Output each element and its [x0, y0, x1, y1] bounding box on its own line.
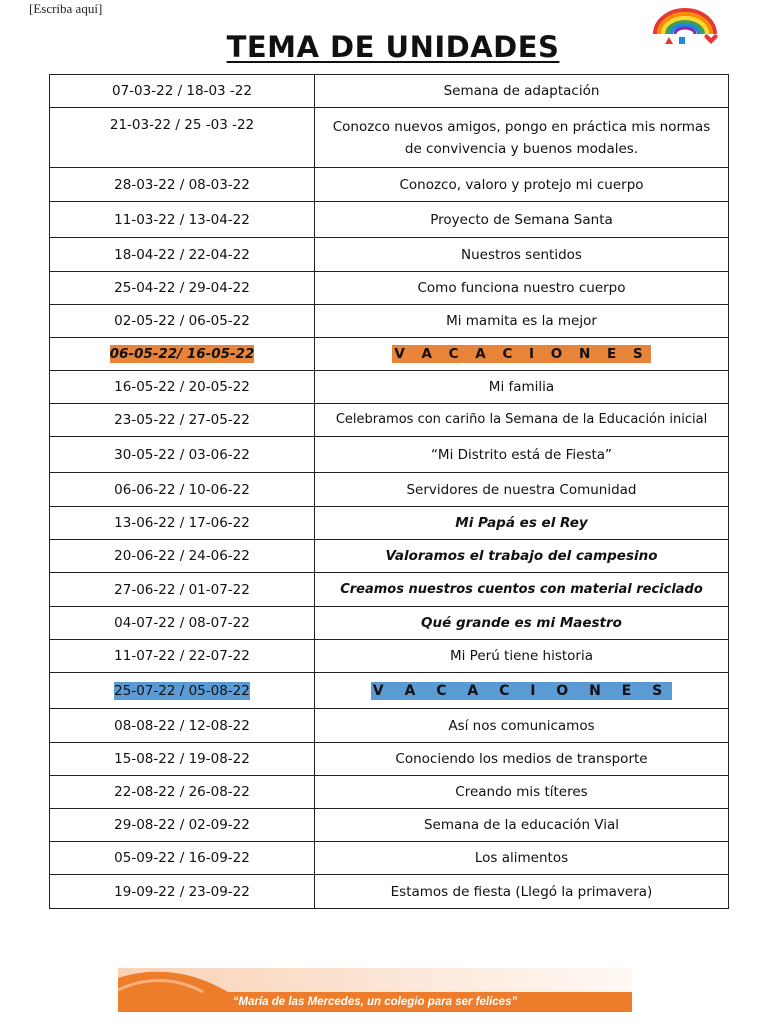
table-row — [50, 202, 729, 238]
table-row — [50, 272, 729, 305]
date-cell: 19-09-22 / 23-09-22 — [50, 875, 315, 909]
table-row — [50, 437, 729, 473]
table-row — [50, 640, 729, 673]
table-row — [50, 404, 729, 437]
date-cell: 28-03-22 / 08-03-22 — [50, 168, 315, 202]
table-row-vacation — [50, 673, 729, 709]
date-cell — [50, 673, 315, 709]
topic-cell: Proyecto de Semana Santa — [315, 202, 729, 238]
date-cell: 04-07-22 / 08-07-22 — [50, 607, 315, 640]
date-cell: 11-07-22 / 22-07-22 — [50, 640, 315, 673]
table-row — [50, 607, 729, 640]
date-cell: 29-08-22 / 02-09-22 — [50, 809, 315, 842]
table-row — [50, 743, 729, 776]
table-row — [50, 108, 729, 168]
topic-cell: Mi familia — [315, 371, 729, 404]
topic-cell: Semana de la educación Vial — [315, 809, 729, 842]
date-cell: 16-05-22 / 20-05-22 — [50, 371, 315, 404]
vacation-label: V A C A C I O N E S — [372, 682, 671, 699]
topic-cell: Servidores de nuestra Comunidad — [315, 473, 729, 507]
topic-cell: Qué grande es mi Maestro — [315, 607, 729, 640]
date-cell: 02-05-22 / 06-05-22 — [50, 305, 315, 338]
topic-cell: Conociendo los medios de transporte — [315, 743, 729, 776]
table-row — [50, 238, 729, 272]
table-row — [50, 371, 729, 404]
date-cell: 08-08-22 / 12-08-22 — [50, 709, 315, 743]
date-cell: 21-03-22 / 25 -03 -22 — [50, 108, 315, 168]
date-cell: 23-05-22 / 27-05-22 — [50, 404, 315, 437]
date-cell: 05-09-22 / 16-09-22 — [50, 842, 315, 875]
date-cell: 25-04-22 / 29-04-22 — [50, 272, 315, 305]
table-row-vacation — [50, 338, 729, 371]
topic-cell: Mi Perú tiene historia — [315, 640, 729, 673]
topic-cell: Los alimentos — [315, 842, 729, 875]
table-row — [50, 75, 729, 108]
topic-line: de convivencia y buenos modales. — [404, 140, 639, 157]
topic-cell: Semana de adaptación — [315, 75, 729, 108]
topic-cell: Creando mis títeres — [315, 776, 729, 809]
topic-cell — [315, 338, 729, 371]
topic-cell — [315, 673, 729, 709]
table-row — [50, 573, 729, 607]
table-row — [50, 709, 729, 743]
topic-cell: Así nos comunicamos — [315, 709, 729, 743]
topic-cell: Conozco, valoro y protejo mi cuerpo — [315, 168, 729, 202]
date-cell: 07-03-22 / 18-03 -22 — [50, 75, 315, 108]
topic-cell: Mi mamita es la mejor — [315, 305, 729, 338]
date-cell: 22-08-22 / 26-08-22 — [50, 776, 315, 809]
topic-cell: Valoramos el trabajo del campesino — [315, 540, 729, 573]
topic-cell: Celebramos con cariño la Semana de la Educación inicial — [315, 404, 729, 437]
vacation-date-highlight: 25-07-22 / 05-08-22 — [114, 682, 250, 699]
topic-cell: Nuestros sentidos — [315, 238, 729, 272]
date-cell: 06-06-22 / 10-06-22 — [50, 473, 315, 507]
footer-slogan: “María de las Mercedes, un colegio para ser felices” — [232, 996, 518, 1008]
units-table — [49, 74, 729, 909]
table-row — [50, 507, 729, 540]
date-cell: 13-06-22 / 17-06-22 — [50, 507, 315, 540]
date-cell — [50, 338, 315, 371]
table-row — [50, 168, 729, 202]
date-cell: 15-08-22 / 19-08-22 — [50, 743, 315, 776]
topic-cell: Creamos nuestros cuentos con material reciclado — [315, 573, 729, 607]
table-row — [50, 540, 729, 573]
table-row — [50, 473, 729, 507]
table-row — [50, 875, 729, 909]
topic-line: Conozco nuevos amigos, pongo en práctica mis normas — [332, 118, 711, 135]
date-cell: 11-03-22 / 13-04-22 — [50, 202, 315, 238]
table-row — [50, 809, 729, 842]
date-cell: 27-06-22 / 01-07-22 — [50, 573, 315, 607]
vacation-label: V A C A C I O N E S — [394, 346, 649, 362]
date-cell: 20-06-22 / 24-06-22 — [50, 540, 315, 573]
vacation-date-highlight: 06-05-22/ 16-05-22 — [109, 346, 255, 362]
topic-cell: Estamos de fiesta (Llegó la primavera) — [315, 875, 729, 909]
topic-cell — [315, 108, 729, 168]
table-row — [50, 842, 729, 875]
table-row — [50, 776, 729, 809]
page-title: TEMA DE UNIDADES — [226, 30, 560, 64]
date-cell: 30-05-22 / 03-06-22 — [50, 437, 315, 473]
topic-cell: Como funciona nuestro cuerpo — [315, 272, 729, 305]
date-cell: 18-04-22 / 22-04-22 — [50, 238, 315, 272]
topic-cell: “Mi Distrito está de Fiesta” — [315, 437, 729, 473]
header-placeholder: [Escriba aquí] — [29, 1, 103, 16]
table-row — [50, 305, 729, 338]
topic-cell: Mi Papá es el Rey — [315, 507, 729, 540]
